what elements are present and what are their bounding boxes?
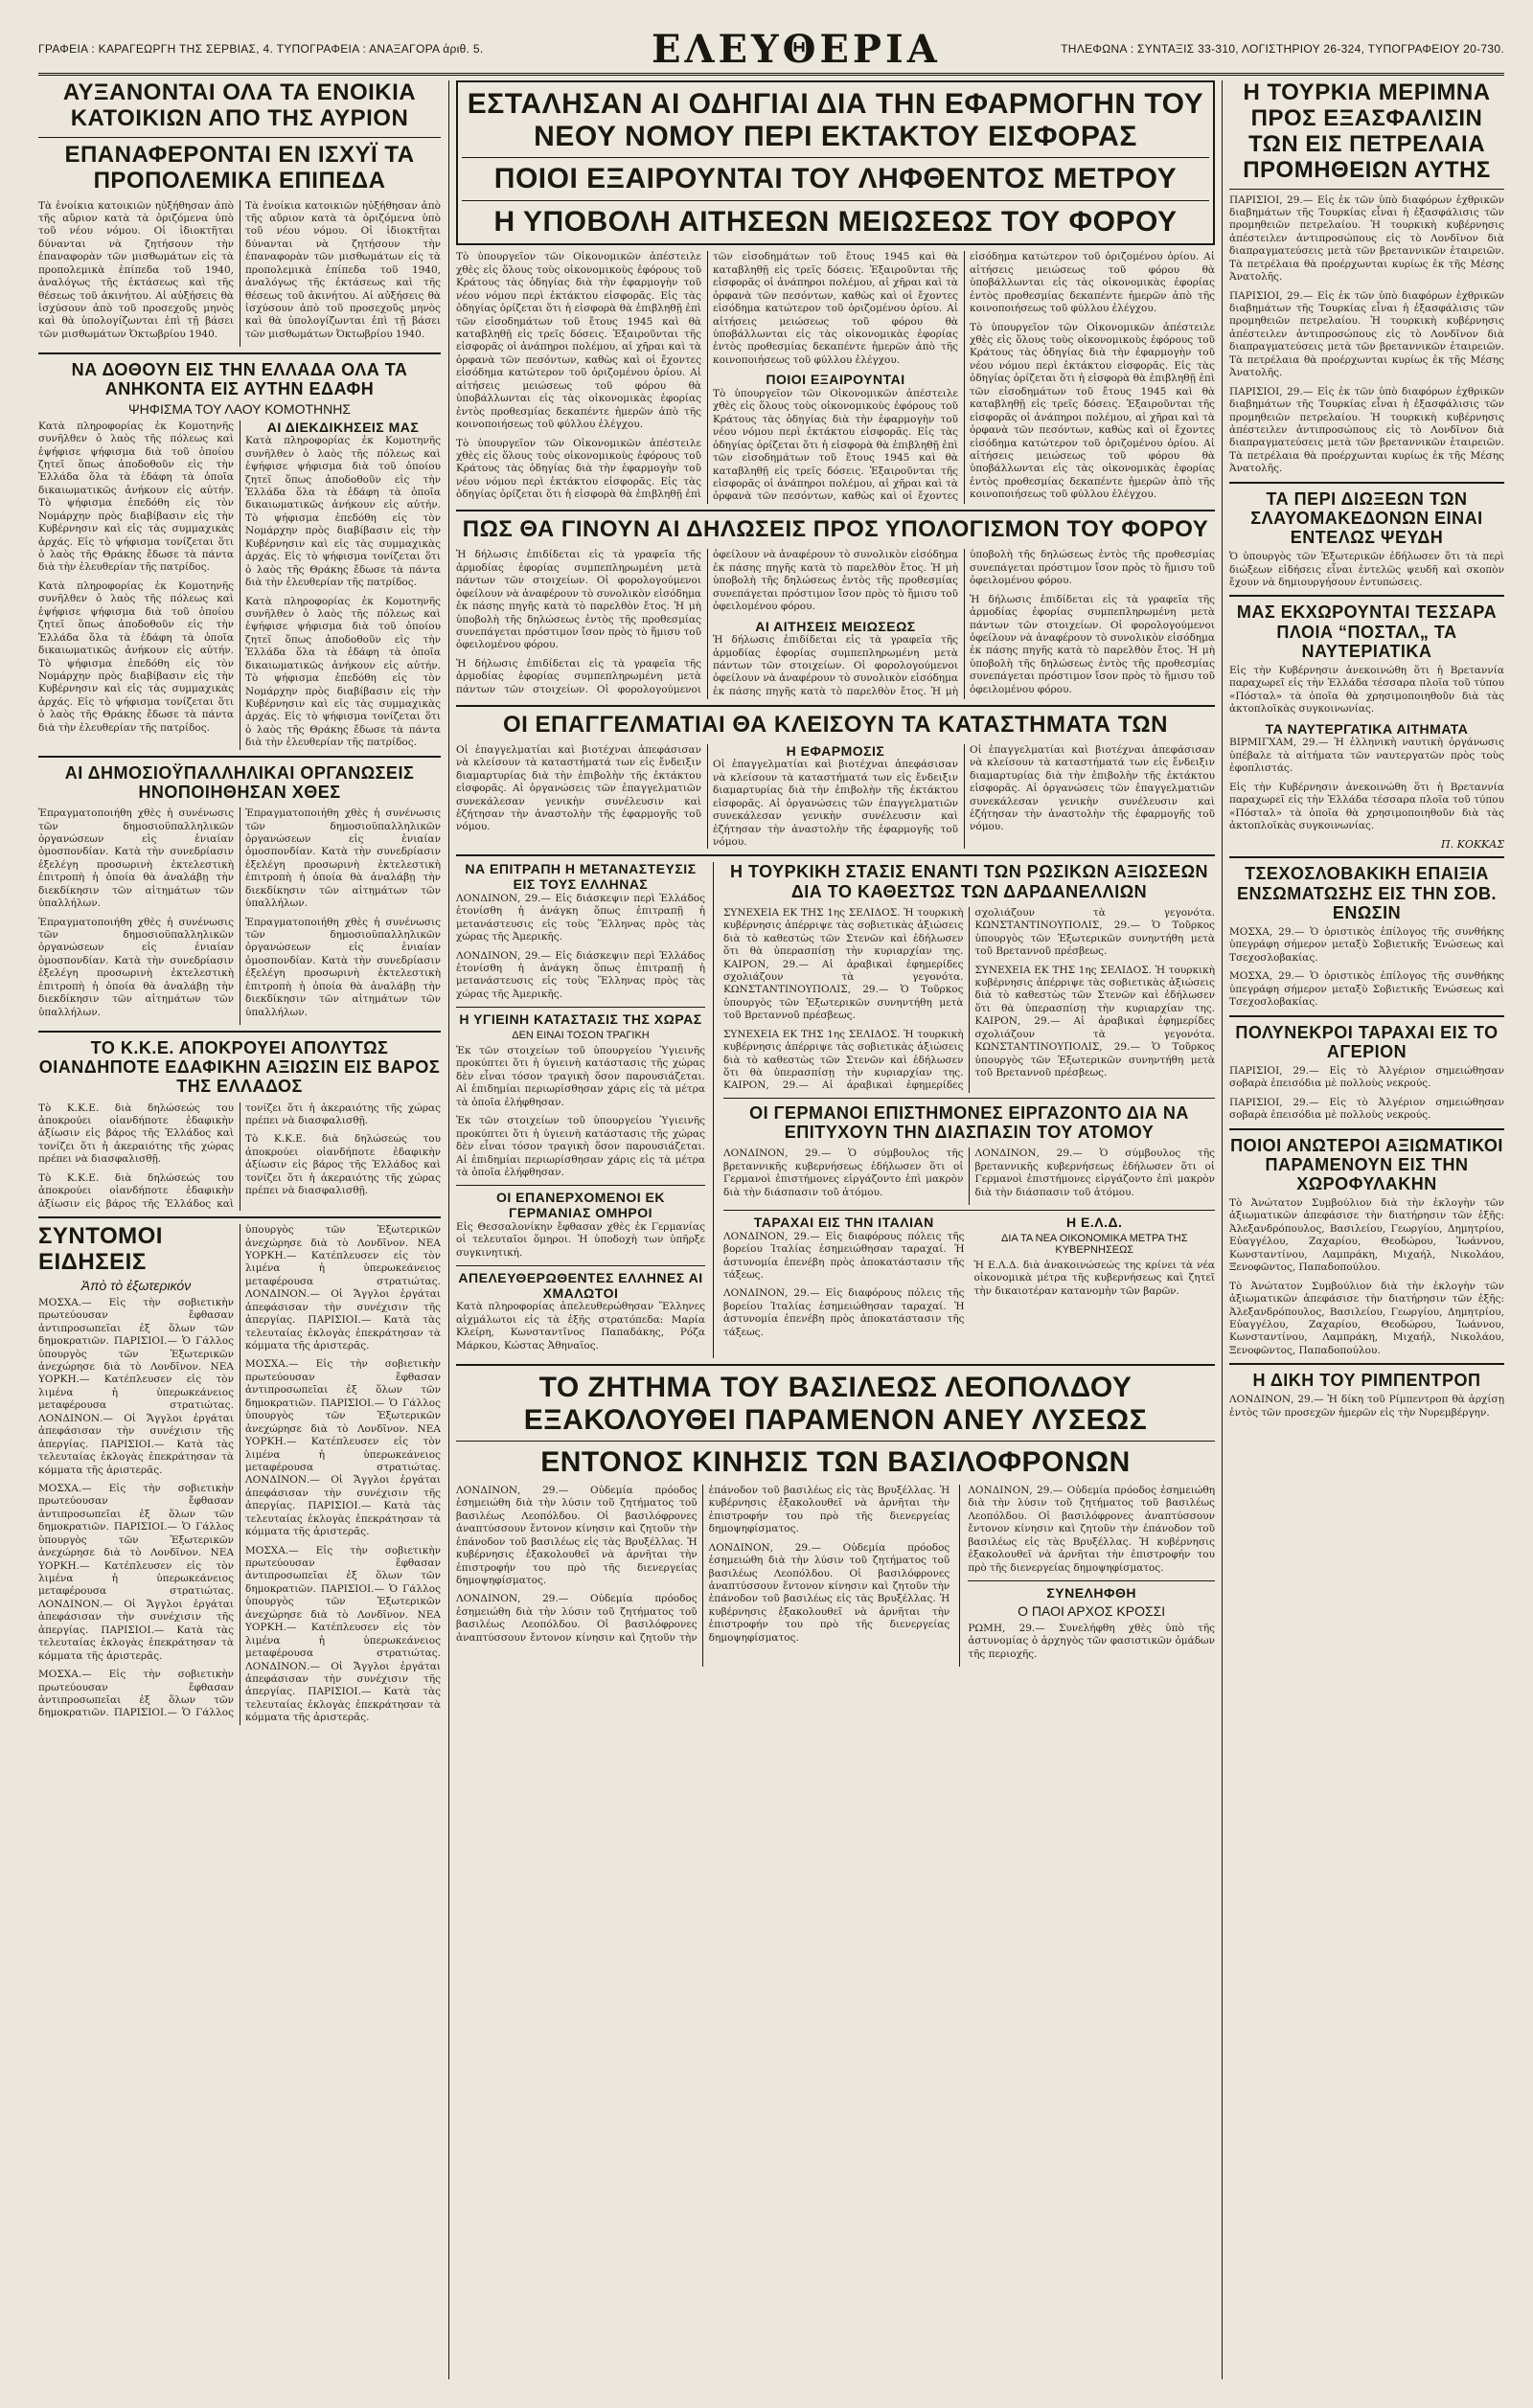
paragraph: ΜΟΣΧΑ.— Εἰς τὴν σοβιετικὴν πρωτεύουσαν ἔφθασαν ἀντιπροσωπεῖαι ἐξ ὅλων τῶν δημοκρατιῶν. ΠΑΡΙΣΙΟΙ.— Ὁ Γάλλος ὑπουργὸς τῶν Ἐξωτερικῶν ἀνεχώρησε διὰ τὸ Λονδῖνον. ΝΕΑ ΥΟΡΚΗ.— Κατέπλευσεν εἰς τὸν λιμένα ἡ ὑπερωκεάνειος μεταφέρουσα στρατιώτας. ΛΟΝΔΙΝΟΝ.— Οἱ Ἄγγλοι ἐργάται ἀπεφάσισαν τὴν συνέχισιν τῆς ἀπεργίας. ΠΑΡΙΣΙΟΙ.— Κατὰ τὰς τελευταίας ἐκλογὰς ἐπεκράτησαν τὰ κόμματα τῆς ἀριστερᾶς. [38,1296,234,1476]
paragraph: Τὸ Ἀνώτατον Συμβούλιον διὰ τὴν ἐκλογὴν τῶν ἀξιωματικῶν ἀπεφάσισε τὴν διατήρησιν τῶν ἐξῆς: Ἀλεξανδρόπουλος, Βασιλείου, Γεωργίου, Δημητρίου, Εὐαγγέλου, Ζαχαρίου, Θεοδώρου, Ἰωάννου, Κωνσταντίνου, Λαμπράκη, Μιχαήλ, Νικολάου, Ξενοφῶντος, Παπαδοπούλου. [1229,1197,1504,1274]
paragraph: ΠΑΡΙΣΙΟΙ, 29.— Εἰς ἐκ τῶν ὑπὸ διαφόρων ἐχθρικῶν διαβημάτων τῆς Τουρκίας εἶναι ἡ ἐξασφάλισις τῶν προμηθειῶν πετρελαίου. Ἡ τουρκικὴ κυβέρνησις ἀπέστειλεν ἀντιπροσώπους εἰς τὸ Λονδῖνον διὰ διαπραγματεύσεις μετὰ τῶν βρεταννικῶν ἑταιρειῶν. Τὰ πετρέλαια θὰ προέρχωνται κυρίως ἐκ τῆς Μέσης Ἀνατολῆς. [1229,289,1504,379]
paragraph: Τὸ ὑπουργεῖον τῶν Οἰκονομικῶν ἀπέστειλε χθὲς εἰς ὅλους τοὺς οἰκονομικοὺς ἐφόρους τοῦ Κράτους τὰς ὁδηγίας διὰ τὴν ἐφαρμογὴν τοῦ νέου νόμου περὶ ἐκτάκτου εἰσφορᾶς. Εἰς τὰς ὁδηγίας ὁρίζεται ὅτι ἡ εἰσφορὰ θὰ ἐπιβληθῇ ἐπὶ τῶν εἰσοδημάτων τοῦ ἔτους 1945 καὶ θὰ καταβληθῇ εἰς τρεῖς δόσεις. Ἐξαιροῦνται τῆς εἰσφορᾶς οἱ ἀνάπηροι πολέμου, αἱ χῆραι καὶ τὰ ὀρφανὰ τῶν πεσόντων, καθὼς καὶ οἱ ἔχοντες εἰσόδημα κατώτερον τοῦ ὁριζομένου ὁρίου. Αἱ αἰτήσεις μειώσεως τοῦ φόρου θὰ ὑποβάλλωνται εἰς τὰς οἰκονομικὰς ἐφορίας ἐντὸς προθεσμίας δεκαπέντε ἡμερῶν ἀπὸ τῆς κοινοποιήσεως τοῦ φύλλου ἐλέγχου. [970,321,1215,501]
headline: ΠΟΛΥΝΕΚΡΟΙ ΤΑΡΑΧΑΙ ΕΙΣ ΤΟ ΑΓΕΡΙΟΝ [1235,1022,1499,1061]
paragraph: ΠΑΡΙΣΙΟΙ, 29.— Εἰς ἐκ τῶν ὑπὸ διαφόρων ἐχθρικῶν διαβημάτων τῆς Τουρκίας εἶναι ἡ ἐξασφάλισις τῶν προμηθειῶν πετρελαίου. Ἡ τουρκικὴ κυβέρνησις ἀπέστειλεν ἀντιπροσώπους εἰς τὸ Λονδῖνον διὰ διαπραγματεύσεις μετὰ τῶν βρεταννικῶν ἑταιρειῶν. Τὰ πετρέλαια θὰ προέρχωνται κυρίως ἐκ τῆς Μέσης Ἀνατολῆς. [1229,385,1504,475]
paragraph: ΠΑΡΙΣΙΟΙ, 29.— Εἰς τὸ Ἀλγέριον σημειώθησαν σοβαρὰ ἐπεισόδια μὲ πολλοὺς νεκρούς. [1229,1096,1504,1122]
headline: ΟΙ ΕΠΑΝΕΡΧΟΜΕΝΟΙ ΕΚ ΓΕΡΜΑΝΙΑΣ ΟΜΗΡΟΙ [496,1190,665,1221]
divider [456,1007,705,1008]
banner-headline: ΠΟΙΟΙ ΕΞΑΙΡΟΥΝΤΑΙ ΤΟΥ ΛΗΦΘΕΝΤΟΣ ΜΕΤΡΟΥ [493,163,1178,195]
tax-article-body [456,251,1215,504]
paragraph: Κατὰ πληροφορίας ἐκ Κομοτηνῆς συνῆλθεν ὁ λαὸς τῆς πόλεως καὶ ἐψήφισε ψήφισμα διὰ τοῦ ὁποίου ζητεῖ ὅπως ἀποδοθοῦν εἰς τὴν Ἑλλάδα ὅλα τὰ ἐδάφη τὰ ὁποῖα δικαιωματικῶς ἀνήκουν εἰς αὐτήν. Τὸ ψήφισμα ἐπεδόθη εἰς τὸν Νομάρχην πρὸς διαβίβασιν εἰς τὴν Κυβέρνησιν καὶ εἰς τὰς συμμαχικὰς ἀρχάς. Εἰς τὸ ψήφισμα τονίζεται ὅτι ὁ λαὸς τῆς Θράκης ἔδωσε τὰ πάντα διὰ τὴν ἐλευθερίαν τῆς πατρίδος. [245,595,441,749]
paragraph: ΛΟΝΔΙΝΟΝ, 29.— Εἰς διάσκεψιν περὶ Ἑλλάδος ἐτονίσθη ἡ ἀνάγκη ὅπως ἐπιτραπῇ ἡ μετανάστευσις εἰς τοὺς Ἕλληνας πρὸς τὰς χώρας τῆς Ἀμερικῆς. [456,892,705,943]
paragraph: Ἐκ τῶν στοιχείων τοῦ ὑπουργείου Ὑγιεινῆς προκύπτει ὅτι ἡ ὑγιεινὴ κατάστασις τῆς χώρας δὲν εἶναι τόσον τραγικὴ ὅσον παρουσιάζεται. Αἱ ἐπιδημίαι περιωρίσθησαν χάρις εἰς τὰ μέτρα τὰ ὁποῖα ἐλήφθησαν. [456,1045,705,1108]
headline: ΟΙ ΓΕΡΜΑΝΟΙ ΕΠΙΣΤΗΜΟΝΕΣ ΕΙΡΓΑΖΟΝΤΟ ΔΙΑ ΝΑ ΕΠΙΤΥΧΟΥΝ ΤΗΝ ΔΙΑΣΠΑΣΙΝ ΤΟΥ ΑΤΟΜΟΥ [749,1102,1189,1143]
divider [38,1031,441,1033]
center-section [456,80,1215,2379]
subheadline: ΔΙΑ ΤΑ ΝΕΑ ΟΙΚΟΝΟΜΙΚΑ ΜΕΤΡΑ ΤΗΣ ΚΥΒΕΡΝΗΣΕΩΣ [1000,1232,1188,1256]
section-subhead: Η ΕΦΑΡΜΟΣΙΣ [786,742,885,759]
divider [38,352,441,354]
subheadline: ΕΠΑΝΑΦΕΡΟΝΤΑΙ ΕΝ ΙΣΧΥΪ ΤΑ ΠΡΟΠΟΛΕΜΙΚΑ ΕΠΙΠΕΔΑ [64,141,415,193]
paragraph: Τὸ Κ.Κ.Ε. διὰ δηλώσεώς του ἀποκρούει οἱανδήποτε ἐδαφικὴν ἀξίωσιν εἰς βάρος τῆς Ἑλλάδος καὶ τονίζει ὅτι ἡ ἀκεραιότης τῆς χώρας πρέπει νὰ διασφαλισθῇ. [245,1133,441,1197]
section-subhead: ΤΑ ΝΑΥΤΕΡΓΑΤΙΚΑ ΑΙΤΗΜΑΤΑ [1265,720,1469,737]
column-rule [448,80,449,2379]
article-body [456,1485,950,1667]
paragraph: Τὰ ἐνοίκια κατοικιῶν ηὐξήθησαν ἀπὸ τῆς αὔριον κατὰ τὰ ὁριζόμενα ὑπὸ τοῦ νέου νόμου. Οἱ ἰδιοκτῆται δύνανται νὰ ζητήσουν τὴν ἐπαναφορὰν τῶν μισθωμάτων εἰς τὰ προπολεμικὰ ἐπίπεδα τοῦ 1940, ἀναλόγως τῆς ἐκτάσεως καὶ τῆς θέσεως τοῦ ἀκινήτου. Αἱ αὐξήσεις θὰ ἰσχύσουν ἀπὸ τοῦ προσεχοῦς μηνὸς καὶ θὰ ὑπολογίζωνται ἐπὶ τῇ βάσει τῶν μισθωμάτων Ὀκτωβρίου 1940. [245,199,441,340]
divider [1229,1128,1504,1130]
paragraph: Ἡ δήλωσις ἐπιδίδεται εἰς τὰ γραφεῖα τῆς ἁρμοδίας ἐφορίας συμπεπληρωμένη μετὰ πάντων τῶν στοιχείων. Οἱ φορολογούμενοι ὀφείλουν νὰ ἀναφέρουν τὸ συνολικὸν εἰσόδημα ἐκ πάσης πηγῆς κατὰ τὸ παρελθὸν ἔτος. Ἡ μὴ ὑποβολὴ τῆς δηλώσεως ἐντὸς τῆς προθεσμίας συνεπάγεται πρόστιμον ἴσον πρὸς τὸ ἥμισυ τοῦ ὀφειλομένου φόρου. [456,549,958,695]
article-body [38,1102,441,1212]
headline: Η ΔΙΚΗ ΤΟΥ ΡΙΜΠΕΝΤΡΟΠ [1252,1371,1481,1391]
divider [38,1216,441,1218]
masthead-phones: ΤΗΛΕΦΩΝΑ : ΣΥΝΤΑΞΙΣ 33-310, ΛΟΓΙΣΤΗΡΙΟΥ 26-324, ΤΥΠΟΓΡΑΦΕΙΟΥ 20-730. [1061,42,1504,56]
paragraph: ΜΟΣΧΑ, 29.— Ὁ ὁριστικὸς ἐπίλογος τῆς συνθήκης ὑπεγράφη σήμερον μεταξὺ Σοβιετικῆς Ἑνώσεως καὶ Τσεχοσλοβακίας. [1229,970,1504,1009]
paragraph: Οἱ ἐπαγγελματίαι καὶ βιοτέχναι ἀπεφάσισαν νὰ κλείσουν τὰ καταστήματά των εἰς ἔνδειξιν διαμαρτυρίας διὰ τὴν ἐπιβολὴν τῆς ἐκτάκτου εἰσφορᾶς. Αἱ ὀργανώσεις τῶν ἐπαγγελματιῶν συνεκάλεσαν γενικὴν συνέλευσιν καὶ ἐζήτησαν τὴν ἀναστολὴν τῆς ἐφαρμογῆς τοῦ νόμου. [970,743,1215,833]
headline: ΣΥΝΕΛΗΦΘΗ [1046,1584,1136,1601]
paragraph: Ἐκ τῶν στοιχείων τοῦ ὑπουργείου Ὑγιεινῆς προκύπτει ὅτι ἡ ὑγιεινὴ κατάστασις τῆς χώρας δὲν εἶναι τόσον τραγικὴ ὅσον παρουσιάζεται. Αἱ ἐπιδημίαι περιωρίσθησαν χάρις εἰς τὰ μέτρα τὰ ὁποῖα ἐλήφθησαν. [456,1115,705,1178]
lower-center-right [723,862,1215,1358]
paragraph: ΛΟΝΔΙΝΟΝ, 29.— Οὐδεμία πρόοδος ἐσημειώθη διὰ τὴν λύσιν τοῦ ζητήματος τοῦ βασιλέως Λεοπόλδου. Οἱ βασιλόφρονες ἀναπτύσσουν ἔντονον κίνησιν καὶ ζητοῦν τὴν ἐπάνοδον τοῦ βασιλέως εἰς τὰς Βρυξέλλας. Ἡ κυβέρνησις ἐξακολουθεῖ νὰ ἀρνῆται τὴν ἐπιστροφήν του πρὸ τῆς διενεργείας δημοψηφίσματος. [708,1541,950,1644]
paragraph: Εἰς τὴν Κυβέρνησιν ἀνεκοινώθη ὅτι ἡ Βρεταννία παραχωρεῖ εἰς τὴν Ἑλλάδα τέσσαρα πλοῖα τοῦ τύπου «Πόσταλ» τὰ ὁποῖα θὰ χρησιμοποιηθοῦν διὰ τὰς ἀκτοπλοϊκὰς συγκοινωνίας. [1229,781,1504,831]
paragraph: ΒΙΡΜΙΓΧΑΜ, 29.— Ἡ ἑλληνικὴ ναυτικὴ ὀργάνωσις ὑπέβαλε τὰ αἰτήματα τῶν ναυτεργατῶν πρὸς τοὺς ἐφοπλιστάς. [1229,737,1504,775]
headline: ΠΟΙΟΙ ΑΝΩΤΕΡΟΙ ΑΞΙΩΜΑΤΙΚΟΙ ΠΑΡΑΜΕΝΟΥΝ ΕΙΣ ΤΗΝ ΧΩΡΟΦΥΛΑΚΗΝ [1230,1135,1503,1193]
paragraph: ΛΟΝΔΙΝΟΝ, 29.— Εἰς διαφόρους πόλεις τῆς βορείου Ἰταλίας ἐσημειώθησαν ταραχαί. Ἡ ἀστυνομία ἐπενέβη πρὸς ἀποκατάστασιν τῆς τάξεως. [723,1287,965,1338]
paragraph: ΜΟΣΧΑ.— Εἰς τὴν σοβιετικὴν πρωτεύουσαν ἔφθασαν ἀντιπροσωπεῖαι ἐξ ὅλων τῶν δημοκρατιῶν. ΠΑΡΙΣΙΟΙ.— Ὁ Γάλλος ὑπουργὸς τῶν Ἐξωτερικῶν ἀνεχώρησε διὰ τὸ Λονδῖνον. ΝΕΑ ΥΟΡΚΗ.— Κατέπλευσεν εἰς τὸν λιμένα ἡ ὑπερωκεάνειος μεταφέρουσα στρατιώτας. ΛΟΝΔΙΝΟΝ.— Οἱ Ἄγγλοι ἐργάται ἀπεφάσισαν τὴν συνέχισιν τῆς ἀπεργίας. ΠΑΡΙΣΙΟΙ.— Κατὰ τὰς τελευταίας ἐκλογὰς ἐπεκράτησαν τὰ κόμματα τῆς ἀριστερᾶς. [38,1224,441,1719]
divider [1229,856,1504,858]
paragraph: ΛΟΝΔΙΝΟΝ, 29.— Οὐδεμία πρόοδος ἐσημειώθη διὰ τὴν λύσιν τοῦ ζητήματος τοῦ βασιλέως Λεοπόλδου. Οἱ βασιλόφρονες ἀναπτύσσουν ἔντονον κίνησιν καὶ ζητοῦν τὴν ἐπάνοδον τοῦ βασιλέως εἰς τὰς Βρυξέλλας. Ἡ κυβέρνησις ἐξακολουθεῖ νὰ ἀρνῆται τὴν ἐπιστροφήν του πρὸ τῆς διενεργείας δημοψηφίσματος. [456,1484,698,1586]
divider [456,1441,1215,1442]
article-arrest [959,1485,1215,1667]
headline: Η ΤΟΥΡΚΙΑ ΜΕΡΙΜΝΑ ΠΡΟΣ ΕΞΑΣΦΑΛΙΣΙΝ ΤΩΝ ΕΙΣ ΠΕΤΡΕΛΑΙΑ ΠΡΟΜΗΘΕΙΩΝ ΑΥΤΗΣ [1243,80,1491,183]
paragraph: ΜΟΣΧΑ, 29.— Ὁ ὁριστικὸς ἐπίλογος τῆς συνθήκης ὑπεγράφη σήμερον μεταξὺ Σοβιετικῆς Ἑνώσεως καὶ Τσεχοσλοβακίας. [1229,925,1504,964]
divider [1229,189,1504,190]
paragraph: Τὸ Κ.Κ.Ε. διὰ δηλώσεώς του ἀποκρούει οἱανδήποτε ἐδαφικὴν ἀξίωσιν εἰς βάρος τῆς Ἑλλάδος καὶ τονίζει ὅτι ἡ ἀκεραιότης τῆς χώρας πρέπει νὰ διασφαλισθῇ. [38,1102,441,1210]
lower-center [456,862,1215,1358]
masthead [38,29,1504,76]
headline: ΠΩΣ ΘΑ ΓΙΝΟΥΝ ΑΙ ΔΗΛΩΣΕΙΣ ΠΡΟΣ ΥΠΟΛΟΓΙΣΜΟΝ ΤΟΥ ΦΟΡΟΥ [462,516,1209,543]
paragraph: Κατὰ πληροφορίας ἐκ Κομοτηνῆς συνῆλθεν ὁ λαὸς τῆς πόλεως καὶ ἐψήφισε ψήφισμα διὰ τοῦ ὁποίου ζητεῖ ὅπως ἀποδοθοῦν εἰς τὴν Ἑλλάδα ὅλα τὰ ἐδάφη τὰ ὁποῖα δικαιωματικῶς ἀνήκουν εἰς αὐτήν. Τὸ ψήφισμα ἐπεδόθη εἰς τὸν Νομάρχην πρὸς διαβίβασιν εἰς τὴν Κυβέρνησιν καὶ εἰς τὰς συμμαχικὰς ἀρχάς. Εἰς τὸ ψήφισμα τονίζεται ὅτι ὁ λαὸς τῆς Θράκης ἔδωσε τὰ πάντα διὰ τὴν ἐλευθερίαν τῆς πατρίδος. [38,420,234,574]
headline: ΤΟ ΖΗΤΗΜΑ ΤΟΥ ΒΑΣΙΛΕΩΣ ΛΕΟΠΟΛΔΟΥ ΕΞΑΚΟΛΟΥΘΕΙ ΠΑΡΑΜΕΝΟΝ ΑΝΕΥ ΛΥΣΕΩΣ [523,1372,1148,1436]
paragraph: Τὰ ἐνοίκια κατοικιῶν ηὐξήθησαν ἀπὸ τῆς αὔριον κατὰ τὰ ὁριζόμενα ὑπὸ τοῦ νέου νόμου. Οἱ ἰδιοκτῆται δύνανται νὰ ζητήσουν τὴν ἐπαναφορὰν τῶν μισθωμάτων εἰς τὰ προπολεμικὰ ἐπίπεδα τοῦ 1940, ἀναλόγως τῆς ἐκτάσεως καὶ τῆς θέσεως τοῦ ἀκινήτου. Αἱ αὐξήσεις θὰ ἰσχύσουν ἀπὸ τοῦ προσεχοῦς μηνὸς καὶ θὰ ὑπολογίζωνται ἐπὶ τῇ βάσει τῶν μισθωμάτων Ὀκτωβρίου 1940. [38,199,234,340]
divider [723,1210,1215,1211]
paragraph: Ἐπραγματοποιήθη χθὲς ἡ συνένωσις τῶν δημοσιοϋπαλληλικῶν ὀργανώσεων εἰς ἑνιαίαν ὁμοσπονδίαν. Κατὰ τὴν συνεδρίασιν ἐξελέγη προσωρινὴ ἐκτελεστικὴ ἐπιτροπὴ ἡ ὁποία θὰ ἀναλάβῃ τὴν διεκδίκησιν τῶν αἰτημάτων τῶν ὑπαλλήλων. [245,916,441,1018]
paragraph: Οἱ ἐπαγγελματίαι καὶ βιοτέχναι ἀπεφάσισαν νὰ κλείσουν τὰ καταστήματά των εἰς ἔνδειξιν διαμαρτυρίας διὰ τὴν ἐπιβολὴν τῆς ἐκτάκτου εἰσφορᾶς. Αἱ ὀργανώσεις τῶν ἐπαγγελματιῶν συνεκάλεσαν γενικὴν συνέλευσιν καὶ ἐζήτησαν τὴν ἀναστολὴν τῆς ἐφαρμογῆς τοῦ νόμου. [713,759,958,849]
italy-ela-row [723,1215,1215,1345]
left-column [38,80,441,2379]
paragraph: Ἡ Ε.Λ.Δ. διὰ ἀνακοινώσεώς της κρίνει τὰ νέα οἰκονομικὰ μέτρα τῆς κυβερνήσεως καὶ ζητεῖ τὴν δικαιοτέραν κατανομὴν τῶν βαρῶν. [973,1259,1215,1297]
article-italy [723,1215,965,1345]
article-body [38,1224,441,1725]
paragraph: Τὸ Κ.Κ.Ε. διὰ δηλώσεώς του ἀποκρούει οἱανδήποτε ἐδαφικὴν ἀξίωσιν εἰς βάρος τῆς Ἑλλάδος καὶ τονίζει ὅτι ἡ ἀκεραιότης τῆς χώρας πρέπει νὰ διασφαλισθῇ. [38,1102,234,1166]
divider [38,756,441,758]
subheadline: ΔΕΝ ΕΙΝΑΙ ΤΟΣΟΝ ΤΡΑΓΙΚΗ [512,1030,650,1041]
subheadline: Ἀπὸ τὸ ἐξωτερικόν [80,1277,192,1293]
paragraph: Ἡ δήλωσις ἐπιδίδεται εἰς τὰ γραφεῖα τῆς ἁρμοδίας ἐφορίας συμπεπληρωμένη μετὰ πάντων τῶν στοιχείων. Οἱ φορολογούμενοι ὀφείλουν νὰ ἀναφέρουν τὸ συνολικὸν εἰσόδημα ἐκ πάσης πηγῆς κατὰ τὸ παρελθὸν ἔτος. Ἡ μὴ ὑποβολὴ τῆς δηλώσεως ἐντὸς τῆς προθεσμίας συνεπάγεται πρόστιμον ἴσον πρὸς τὸ ἥμισυ τοῦ ὀφειλομένου φόρου. [970,593,1215,695]
article-rents [38,80,441,347]
divider [462,157,1209,158]
divider [462,200,1209,201]
banner-headline: Η ΥΠΟΒΟΛΗ ΑΙΤΗΣΕΩΝ ΜΕΙΩΣΕΩΣ ΤΟΥ ΦΟΡΟΥ [493,205,1178,238]
merchants-article-body [456,744,1215,850]
paragraph: ΡΩΜΗ, 29.— Συνελήφθη χθὲς ὑπὸ τῆς ἀστυνομίας ὁ ἀρχηγὸς τῶν φασιστικῶν ὁμάδων τῆς περιοχῆς. [968,1622,1215,1660]
divider [1229,482,1504,484]
headline: ΤΑ ΠΕΡΙ ΔΙΩΞΕΩΝ ΤΩΝ ΣΛΑΥΟΜΑΚΕΔΟΝΩΝ ΕΙΝΑΙ ΕΝΤΕΛΩΣ ΨΕΥΔΗ [1250,488,1483,547]
paragraph: Τὸ ὑπουργεῖον τῶν Οἰκονομικῶν ἀπέστειλε χθὲς εἰς ὅλους τοὺς οἰκονομικοὺς ἐφόρους τοῦ Κράτους τὰς ὁδηγίας διὰ τὴν ἐφαρμογὴν τοῦ νέου νόμου περὶ ἐκτάκτου εἰσφορᾶς. Εἰς τὰς ὁδηγίας ὁρίζεται ὅτι ἡ εἰσφορὰ θὰ ἐπιβληθῇ ἐπὶ τῶν εἰσοδημάτων τοῦ ἔτους 1945 καὶ θὰ καταβληθῇ εἰς τρεῖς δόσεις. Ἐξαιροῦνται τῆς εἰσφορᾶς οἱ ἀνάπηροι πολέμου, αἱ χῆραι καὶ τὰ ὀρφανὰ τῶν πεσόντων, καθὼς καὶ οἱ ἔχοντες εἰσόδημα κατώτερον τοῦ ὁριζομένου ὁρίου. Αἱ αἰτήσεις μειώσεως τοῦ φόρου θὰ ὑποβάλλωνται εἰς τὰς οἰκονομικὰς ἐφορίας ἐντὸς προθεσμίας δεκαπέντε ἡμερῶν ἀπὸ τῆς κοινοποιήσεως τοῦ φύλλου ἐλέγχου. [713,251,1215,503]
paragraph: ΠΑΡΙΣΙΟΙ, 29.— Εἰς ἐκ τῶν ὑπὸ διαφόρων ἐχθρικῶν διαβημάτων τῆς Τουρκίας εἶναι ἡ ἐξασφάλισις τῶν προμηθειῶν πετρελαίου. Ἡ τουρκικὴ κυβέρνησις ἀπέστειλεν ἀντιπροσώπους εἰς τὸ Λονδῖνον διὰ διαπραγματεύσεις μετὰ τῶν βρεταννικῶν ἑταιρειῶν. Τὰ πετρέλαια θὰ προέρχωνται κυρίως ἐκ τῆς Μέσης Ἀνατολῆς. [1229,193,1504,284]
leopold-row [456,1485,1215,1667]
paragraph: Ἡ δήλωσις ἐπιδίδεται εἰς τὰ γραφεῖα τῆς ἁρμοδίας ἐφορίας συμπεπληρωμένη μετὰ πάντων τῶν στοιχείων. Οἱ φορολογούμενοι ὀφείλουν νὰ ἀναφέρουν τὸ συνολικὸν εἰσόδημα ἐκ πάσης πηγῆς κατὰ τὸ παρελθὸν ἔτος. Ἡ μὴ ὑποβολὴ τῆς δηλώσεως ἐντὸς τῆς προθεσμίας συνεπάγεται πρόστιμον ἴσον πρὸς τὸ ἥμισυ τοῦ ὀφειλομένου φόρου. [456,549,701,651]
article-short-news [38,1224,441,1725]
headline: ΣΥΝΤΟΜΟΙ ΕΙΔΗΣΕΙΣ [38,1223,163,1275]
divider [1229,1015,1504,1017]
paragraph: Ἐπραγματοποιήθη χθὲς ἡ συνένωσις τῶν δημοσιοϋπαλληλικῶν ὀργανώσεων εἰς ἑνιαίαν ὁμοσπονδίαν. Κατὰ τὴν συνεδρίασιν ἐξελέγη προσωρινὴ ἐκτελεστικὴ ἐπιτροπὴ ἡ ὁποία θὰ ἀναλάβῃ τὴν διεκδίκησιν τῶν αἰτημάτων τῶν ὑπαλλήλων. [38,807,234,910]
headline: Η ΥΓΙΕΙΝΗ ΚΑΤΑΣΤΑΣΙΣ ΤΗΣ ΧΩΡΑΣ [459,1011,702,1028]
article-body [723,1147,1215,1205]
article-ela [974,1215,1216,1345]
divider [456,510,1215,511]
divider [456,705,1215,707]
paragraph: Ἐπραγματοποιήθη χθὲς ἡ συνένωσις τῶν δημοσιοϋπαλληλικῶν ὀργανώσεων εἰς ἑνιαίαν ὁμοσπονδίαν. Κατὰ τὴν συνεδρίασιν ἐξελέγη προσωρινὴ ἐκτελεστικὴ ἐπιτροπὴ ἡ ὁποία θὰ ἀναλάβῃ τὴν διεκδίκησιν τῶν αἰτημάτων τῶν ὑπαλλήλων. [38,916,234,1018]
banner-headline: ΕΣΤΑΛΗΣΑΝ ΑΙ ΟΔΗΓΙΑΙ ΔΙΑ ΤΗΝ ΕΦΑΡΜΟΓΗΝ ΤΟΥ ΝΕΟΥ ΝΟΜΟΥ ΠΕΡΙ ΕΚΤΑΚΤΟΥ ΕΙΣΦΟΡΑΣ [467,88,1204,152]
paragraph: Τὸ Ἀνώτατον Συμβούλιον διὰ τὴν ἐκλογὴν τῶν ἀξιωματικῶν ἀπεφάσισε τὴν διατήρησιν τῶν ἐξῆς: Ἀλεξανδρόπουλος, Βασιλείου, Γεωργίου, Δημητρίου, Εὐαγγέλου, Ζαχαρίου, Θεοδώρου, Ἰωάννου, Κωνσταντίνου, Λαμπράκη, Μιχαήλ, Νικολάου, Ξενοφῶντος, Παπαδοπούλου. [1229,1280,1504,1356]
headline: Η ΤΟΥΡΚΙΚΗ ΣΤΑΣΙΣ ΕΝΑΝΤΙ ΤΩΝ ΡΩΣΙΚΩΝ ΑΞΙΩΣΕΩΝ ΔΙΑ ΤΟ ΚΑΘΕΣΤΩΣ ΤΩΝ ΔΑΡΔΑΝΕΛΛΙΩΝ [729,862,1209,901]
paragraph: Εἰς Θεσσαλονίκην ἔφθασαν χθὲς ἐκ Γερμανίας οἱ τελευταῖοι ὅμηροι. Ἡ ὑποδοχὴ των ὑπῆρξε συγκινητική. [456,1220,705,1259]
divider [456,1185,705,1186]
headline: ΑΠΕΛΕΥΘΕΡΩΘΕΝΤΕΣ ΕΛΛΗΝΕΣ ΑΙ ΧΜΑΛΩΤΟΙ [458,1270,703,1301]
paragraph: ΜΟΣΧΑ.— Εἰς τὴν σοβιετικὴν πρωτεύουσαν ἔφθασαν ἀντιπροσωπεῖαι ἐξ ὅλων τῶν δημοκρατιῶν. ΠΑΡΙΣΙΟΙ.— Ὁ Γάλλος ὑπουργὸς τῶν Ἐξωτερικῶν ἀνεχώρησε διὰ τὸ Λονδῖνον. ΝΕΑ ΥΟΡΚΗ.— Κατέπλευσεν εἰς τὸν λιμένα ἡ ὑπερωκεάνειος μεταφέρουσα στρατιώτας. ΛΟΝΔΙΝΟΝ.— Οἱ Ἄγγλοι ἐργάται ἀπεφάσισαν τὴν συνέχισιν τῆς ἀπεργίας. ΠΑΡΙΣΙΟΙ.— Κατὰ τὰς τελευταίας ἐκλογὰς ἐπεκράτησαν τὰ κόμματα τῆς ἀριστερᾶς. [245,1358,441,1538]
paragraph: Οἱ ἐπαγγελματίαι καὶ βιοτέχναι ἀπεφάσισαν νὰ κλείσουν τὰ καταστήματά των εἰς ἔνδειξιν διαμαρτυρίας διὰ τὴν ἐπιβολὴν τῆς ἐκτάκτου εἰσφορᾶς. Αἱ ὀργανώσεις τῶν ἐπαγγελματιῶν συνεκάλεσαν γενικὴν συνέλευσιν καὶ ἐζήτησαν τὴν ἀναστολὴν τῆς ἐφαρμογῆς τοῦ νόμου. [456,743,701,833]
headline: ΤΑΡΑΧΑΙ ΕΙΣ ΤΗΝ ΙΤΑΛΙΑΝ [753,1214,934,1230]
paragraph: ΣΥΝΕΧΕΙΑ ΕΚ ΤΗΣ 1ης ΣΕΛΙΔΟΣ. Ἡ τουρκικὴ κυβέρνησις ἀπέρριψε τὰς σοβιετικὰς ἀξιώσεις διὰ τὸ καθεστὼς τῶν Στενῶν καὶ ἐδήλωσεν ὅτι θὰ ὑπερασπίσῃ τὴν κυριαρχίαν της. ΚΑΙΡΟΝ, 29.— Αἱ ἀραβικαὶ ἐφημερίδες σχολιάζουν τὰ γεγονότα. ΚΩΝΣΤΑΝΤΙΝΟΥΠΟΛΙΣ, 29.— Ὁ Τοῦρκος ὑπουργὸς τῶν Ἐξωτερικῶν συνηντήθη μετὰ τοῦ Βρεταννοῦ πρέσβεως. [974,964,1215,1079]
section-subhead: ΑΙ ΑΙΤΗΣΕΙΣ ΜΕΙΩΣΕΩΣ [755,618,916,634]
paragraph: ΛΟΝΔΙΝΟΝ, 29.— Ὁ σύμβουλος τῆς βρεταννικῆς κυβερνήσεως ἐδήλωσεν ὅτι οἱ Γερμανοὶ ἐπιστήμονες εἰργάζοντο ἐπὶ μακρὸν διὰ τὴν διάσπασιν τοῦ ἀτόμου. [723,1147,964,1198]
article-body [38,420,441,750]
headline: ΤΟ Κ.Κ.Ε. ΑΠΟΚΡΟΥΕΙ ΑΠΟΛΥΤΩΣ ΟΙΑΝΔΗΠΟΤΕ ΕΔΑΦΙΚΗΝ ΑΞΙΩΣΙΝ ΕΙΣ ΒΑΡΟΣ ΤΗΣ ΕΛΛΑΔΟΣ [38,1038,441,1097]
byline: Π. ΚΟΚΚΑΣ [1441,838,1504,852]
paragraph: ΜΟΣΧΑ.— Εἰς τὴν σοβιετικὴν πρωτεύουσαν ἔφθασαν ἀντιπροσωπεῖαι ἐξ ὅλων τῶν δημοκρατιῶν. ΠΑΡΙΣΙΟΙ.— Ὁ Γάλλος ὑπουργὸς τῶν Ἐξωτερικῶν ἀνεχώρησε διὰ τὸ Λονδῖνον. ΝΕΑ ΥΟΡΚΗ.— Κατέπλευσεν εἰς τὸν λιμένα ἡ ὑπερωκεάνειος μεταφέρουσα στρατιώτας. ΛΟΝΔΙΝΟΝ.— Οἱ Ἄγγλοι ἐργάται ἀπεφάσισαν τὴν συνέχισιν τῆς ἀπεργίας. ΠΑΡΙΣΙΟΙ.— Κατὰ τὰς τελευταίας ἐκλογὰς ἐπεκράτησαν τὰ κόμματα τῆς ἀριστερᾶς. [38,1482,234,1662]
headline: ΑΙ ΔΗΜΟΣΙΟΫΠΑΛΛΗΛΙΚΑΙ ΟΡΓΑΝΩΣΕΙΣ ΗΝΟΠΟΙΗΘΗΣΑΝ ΧΘΕΣ [64,762,415,802]
article-territories [38,360,441,749]
paragraph: ΛΟΝΔΙΝΟΝ, 29.— Οὐδεμία πρόοδος ἐσημειώθη διὰ τὴν λύσιν τοῦ ζητήματος τοῦ βασιλέως Λεοπόλδου. Οἱ βασιλόφρονες ἀναπτύσσουν ἔντονον κίνησιν καὶ ζητοῦν τὴν ἐπάνοδον τοῦ βασιλέως εἰς τὰς Βρυξέλλας. Ἡ κυβέρνησις ἐξακολουθεῖ νὰ ἀρνῆται τὴν ἐπιστροφήν του πρὸ τῆς διενεργείας δημοψηφίσματος. [456,1484,950,1644]
article-kke [38,1038,441,1211]
lower-center-left [456,862,714,1358]
article-civil-servants [38,763,441,1025]
paragraph: ΜΟΣΧΑ.— Εἰς τὴν σοβιετικὴν πρωτεύουσαν ἔφθασαν ἀντιπροσωπεῖαι ἐξ ὅλων τῶν δημοκρατιῶν. ΠΑΡΙΣΙΟΙ.— Ὁ Γάλλος ὑπουργὸς τῶν Ἐξωτερικῶν ἀνεχώρησε διὰ τὸ Λονδῖνον. ΝΕΑ ΥΟΡΚΗ.— Κατέπλευσεν εἰς τὸν λιμένα ἡ ὑπερωκεάνειος μεταφέρουσα στρατιώτας. ΛΟΝΔΙΝΟΝ.— Οἱ Ἄγγλοι ἐργάται ἀπεφάσισαν τὴν συνέχισιν τῆς ἀπεργίας. ΠΑΡΙΣΙΟΙ.— Κατὰ τὰς τελευταίας ἐκλογὰς ἐπεκράτησαν τὰ κόμματα τῆς ἀριστερᾶς. [245,1544,441,1724]
headline: ΤΣΕΧΟΣΛΟΒΑΚΙΚΗ ΕΠΑΙΞΙΑ ΕΝΣΩΜΑΤΩΣΗΣ ΕΙΣ ΤΗΝ ΣΟΒ. ΕΝΩΣΙΝ [1236,864,1498,922]
divider [723,1098,1215,1099]
paragraph: ΛΟΝΔΙΝΟΝ, 29.— Ὁ σύμβουλος τῆς βρεταννικῆς κυβερνήσεως ἐδήλωσεν ὅτι οἱ Γερμανοὶ ἐπιστήμονες εἰργάζοντο ἐπὶ μακρὸν διὰ τὴν διάσπασιν τοῦ ἀτόμου. [974,1147,1215,1198]
divider [38,137,441,138]
paragraph: Ἐπραγματοποιήθη χθὲς ἡ συνένωσις τῶν δημοσιοϋπαλληλικῶν ὀργανώσεων εἰς ἑνιαίαν ὁμοσπονδίαν. Κατὰ τὴν συνεδρίασιν ἐξελέγη προσωρινὴ ἐκτελεστικὴ ἐπιτροπὴ ἡ ὁποία θὰ ἀναλάβῃ τὴν διεκδίκησιν τῶν αἰτημάτων τῶν ὑπαλλήλων. [245,807,441,910]
paragraph: ΛΟΝΔΙΝΟΝ, 29.— Ἡ δίκη τοῦ Ρίμπεντροπ θὰ ἀρχίσῃ ἐντὸς τῶν προσεχῶν ἡμερῶν εἰς τὴν Νυρεμβέργην. [1229,1394,1504,1419]
subheadline: ΨΗΦΙΣΜΑ ΤΟΥ ΛΑΟΥ ΚΟΜΟΤΗΝΗΣ [127,400,352,417]
divider [1229,595,1504,597]
paragraph: Ὁ ὑπουργὸς τῶν Ἐξωτερικῶν ἐδήλωσεν ὅτι τὰ περὶ διώξεων εἰδήσεις εἶναι ἐντελῶς ψευδῆ καὶ σκοπὸν ἔχουν νὰ δημιουργήσουν ἐντυπώσεις. [1229,551,1504,589]
headline: ΟΙ ΕΠΑΓΓΕΛΜΑΤΙΑΙ ΘΑ ΚΛΕΙΣΟΥΝ ΤΑ ΚΑΤΑΣΤΗΜΑΤΑ ΤΩΝ [503,711,1168,738]
headline: ΝΑ ΔΟΘΟΥΝ ΕΙΣ ΤΗΝ ΕΛΛΑΔΑ ΟΛΑ ΤΑ ΑΝΗΚΟΝΤΑ ΕΙΣ ΑΥΤΗΝ ΕΔΑΦΗ [71,360,408,399]
headline: ΜΑΣ ΕΚΧΩΡΟΥΝΤΑΙ ΤΕΣΣΑΡΑ ΠΛΟΙΑ “ΠΟΣΤΑΛ„ ΤΑ ΝΑΥΤΕΡΙΑΤΙΚΑ [1236,602,1498,661]
paragraph: Ἡ δήλωσις ἐπιδίδεται εἰς τὰ γραφεῖα τῆς ἁρμοδίας ἐφορίας συμπεπληρωμένη μετὰ πάντων τῶν στοιχείων. Οἱ φορολογούμενοι ὀφείλουν νὰ ἀναφέρουν τὸ συνολικὸν εἰσόδημα ἐκ πάσης πηγῆς κατὰ τὸ παρελθὸν ἔτος. Ἡ μὴ ὑποβολὴ τῆς δηλώσεως ἐντὸς τῆς προθεσμίας συνεπάγεται πρόστιμον ἴσον πρὸς τὸ ἥμισυ τοῦ ὀφειλομένου φόρου. [713,549,1215,697]
paragraph: Τὸ ὑπουργεῖον τῶν Οἰκονομικῶν ἀπέστειλε χθὲς εἰς ὅλους τοὺς οἰκονομικοὺς ἐφόρους τοῦ Κράτους τὰς ὁδηγίας διὰ τὴν ἐφαρμογὴν τοῦ νέου νόμου περὶ ἐκτάκτου εἰσφορᾶς. Εἰς τὰς ὁδηγίας ὁρίζεται ὅτι ἡ εἰσφορὰ θὰ ἐπιβληθῇ ἐπὶ τῶν εἰσοδημάτων τοῦ ἔτους 1945 καὶ θὰ καταβληθῇ εἰς τρεῖς δόσεις. Ἐξαιροῦνται τῆς εἰσφορᾶς οἱ ἀνάπηροι πολέμου, αἱ χῆραι καὶ τὰ ὀρφανὰ τῶν πεσόντων, καθὼς καὶ οἱ ἔχοντες εἰσόδημα κατώτερον τοῦ ὁριζομένου ὁρίου. Αἱ αἰτήσεις μειώσεως τοῦ φόρου θὰ ὑποβάλλωνται εἰς τὰς οἰκονομικὰς ἐφορίας ἐντὸς προθεσμίας δεκαπέντε ἡμερῶν ἀπὸ τῆς κοινοποιήσεως τοῦ φύλλου ἐλέγχου. [456,251,701,431]
article-body [723,907,1215,1093]
declarations-article-body [456,549,1215,699]
paragraph: Κατὰ πληροφορίας ἐκ Κομοτηνῆς συνῆλθεν ὁ λαὸς τῆς πόλεως καὶ ἐψήφισε ψήφισμα διὰ τοῦ ὁποίου ζητεῖ ὅπως ἀποδοθοῦν εἰς τὴν Ἑλλάδα ὅλα τὰ ἐδάφη τὰ ὁποῖα δικαιωματικῶς ἀνήκουν εἰς αὐτήν. Τὸ ψήφισμα ἐπεδόθη εἰς τὸν Νομάρχην πρὸς διαβίβασιν εἰς τὴν Κυβέρνησιν καὶ εἰς τὰς συμμαχικὰς ἀρχάς. Εἰς τὸ ψήφισμα τονίζεται ὅτι ὁ λαὸς τῆς Θράκης ἔδωσε τὰ πάντα διὰ τὴν ἐλευθερίαν τῆς πατρίδος. [38,579,234,734]
paragraph: ΛΟΝΔΙΝΟΝ, 29.— Οὐδεμία πρόοδος ἐσημειώθη διὰ τὴν λύσιν τοῦ ζητήματος τοῦ βασιλέως Λεοπόλδου. Οἱ βασιλόφρονες ἀναπτύσσουν ἔντονον κίνησιν καὶ ζητοῦν τὴν ἐπάνοδον τοῦ βασιλέως εἰς τὰς Βρυξέλλας. Ἡ κυβέρνησις ἐξακολουθεῖ νὰ ἀρνῆται τὴν ἐπιστροφήν του πρὸ τῆς διενεργείας δημοψηφίσματος. [968,1484,1215,1574]
paragraph: ΠΑΡΙΣΙΟΙ, 29.— Εἰς τὸ Ἀλγέριον σημειώθησαν σοβαρὰ ἐπεισόδια μὲ πολλοὺς νεκρούς. [1229,1064,1504,1090]
newspaper-title: ΕΛΕΥΘΕΡΙΑ [652,27,941,72]
subheadline: ΕΝΤΟΝΟΣ ΚΙΝΗΣΙΣ ΤΩΝ ΒΑΣΙΛΟΦΡΟΝΩΝ [540,1446,1131,1479]
banner-headlines [456,80,1215,245]
right-column [1229,80,1504,2379]
paragraph: ΛΟΝΔΙΝΟΝ, 29.— Εἰς διαφόρους πόλεις τῆς βορείου Ἰταλίας ἐσημειώθησαν ταραχαί. Ἡ ἀστυνομία ἐπενέβη πρὸς ἀποκατάστασιν τῆς τάξεως. [723,1230,965,1281]
divider [456,854,1215,856]
article-body [38,807,441,1025]
paragraph: Κατὰ πληροφορίας ἐκ Κομοτηνῆς συνῆλθεν ὁ λαὸς τῆς πόλεως καὶ ἐψήφισε ψήφισμα διὰ τοῦ ὁποίου ζητεῖ ὅπως ἀποδοθοῦν εἰς τὴν Ἑλλάδα ὅλα τὰ ἐδάφη τὰ ὁποῖα δικαιωματικῶς ἀνήκουν εἰς αὐτήν. Τὸ ψήφισμα ἐπεδόθη εἰς τὸν Νομάρχην πρὸς διαβίβασιν εἰς τὴν Κυβέρνησιν καὶ εἰς τὰς συμμαχικὰς ἀρχάς. Εἰς τὸ ψήφισμα τονίζεται ὅτι ὁ λαὸς τῆς Θράκης ἔδωσε τὰ πάντα διὰ τὴν ἐλευθερίαν τῆς πατρίδος. [245,435,441,589]
divider [456,1265,705,1266]
section-subhead: ΑΙ ΔΙΕΚΔΙΚΗΣΕΙΣ ΜΑΣ [266,419,420,435]
paragraph: ΣΥΝΕΧΕΙΑ ΕΚ ΤΗΣ 1ης ΣΕΛΙΔΟΣ. Ἡ τουρκικὴ κυβέρνησις ἀπέρριψε τὰς σοβιετικὰς ἀξιώσεις διὰ τὸ καθεστὼς τῶν Στενῶν καὶ ἐδήλωσεν ὅτι θὰ ὑπερασπίσῃ τὴν κυριαρχίαν της. ΚΑΙΡΟΝ, 29.— Αἱ ἀραβικαὶ ἐφημερίδες σχολιάζουν τὰ γεγονότα. ΚΩΝΣΤΑΝΤΙΝΟΥΠΟΛΙΣ, 29.— Ὁ Τοῦρκος ὑπουργὸς τῶν Ἐξωτερικῶν συνηντήθη μετὰ τοῦ Βρεταννοῦ πρέσβεως. [723,906,964,1022]
paragraph: ΛΟΝΔΙΝΟΝ, 29.— Εἰς διάσκεψιν περὶ Ἑλλάδος ἐτονίσθη ἡ ἀνάγκη ὅπως ἐπιτραπῇ ἡ μετανάστευσις εἰς τοὺς Ἕλληνας πρὸς τὰς χώρας τῆς Ἀμερικῆς. [456,949,705,1000]
masthead-address: ΓΡΑΦΕΙΑ : ΚΑΡΑΓΕΩΡΓΗ ΤΗΣ ΣΕΡΒΙΑΣ, 4. ΤΥΠΟΓΡΑΦΕΙΑ : ΑΝΑΞΑΓΟΡΑ ἀριθ. 5. [38,42,484,56]
column-rule [1222,80,1223,2379]
paragraph: Εἰς τὴν Κυβέρνησιν ἀνεκοινώθη ὅτι ἡ Βρεταννία παραχωρεῖ εἰς τὴν Ἑλλάδα τέσσαρα πλοῖα τοῦ τύπου «Πόσταλ» τὰ ὁποῖα θὰ χρησιμοποιηθοῦν διὰ τὰς ἀκτοπλοϊκὰς συγκοινωνίας. [1229,664,1504,716]
divider [1229,1363,1504,1365]
paragraph: ΣΥΝΕΧΕΙΑ ΕΚ ΤΗΣ 1ης ΣΕΛΙΔΟΣ. Ἡ τουρκικὴ κυβέρνησις ἀπέρριψε τὰς σοβιετικὰς ἀξιώσεις διὰ τὸ καθεστὼς τῶν Στενῶν καὶ ἐδήλωσεν ὅτι θὰ ὑπερασπίσῃ τὴν κυριαρχίαν της. ΚΑΙΡΟΝ, 29.— Αἱ ἀραβικαὶ ἐφημερίδες σχολιάζουν τὰ γεγονότα. ΚΩΝΣΤΑΝΤΙΝΟΥΠΟΛΙΣ, 29.— Ὁ Τοῦρκος ὑπουργὸς τῶν Ἐξωτερικῶν συνηντήθη μετὰ τοῦ Βρεταννοῦ πρέσβεως. [723,906,1215,1092]
headline: ΝΑ ΕΠΙΤΡΑΠΗ Η ΜΕΤΑΝΑΣΤΕΥΣΙΣ ΕΙΣ ΤΟΥΣ ΕΛΛΗΝΑΣ [465,861,697,893]
subheadline: Ο ΠΑΟΙ ΑΡΧΟΣ ΚΡΟΣΣΙ [1018,1602,1166,1619]
section-subhead: ΠΟΙΟΙ ΕΞΑΙΡΟΥΝΤΑΙ [766,372,905,388]
divider [456,1364,1215,1366]
divider [968,1580,1215,1581]
paragraph: Τὸ ὑπουργεῖον τῶν Οἰκονομικῶν ἀπέστειλε χθὲς εἰς ὅλους τοὺς οἰκονομικοὺς ἐφόρους τοῦ Κράτους τὰς ὁδηγίας διὰ τὴν ἐφαρμογὴν τοῦ νέου νόμου περὶ ἐκτάκτου εἰσφορᾶς. Εἰς τὰς ὁδηγίας ὁρίζεται ὅτι ἡ εἰσφορὰ θὰ ἐπιβληθῇ ἐπὶ τῶν εἰσοδημάτων τοῦ ἔτους 1945 καὶ θὰ καταβληθῇ εἰς τρεῖς δόσεις. Ἐξαιροῦνται τῆς εἰσφορᾶς οἱ ἀνάπηροι πολέμου, αἱ χῆραι καὶ τὰ ὀρφανὰ τῶν πεσόντων, καθὼς καὶ οἱ ἔχοντες εἰσόδημα κατώτερον τοῦ ὁριζομένου ὁρίου. Αἱ αἰτήσεις μειώσεως τοῦ φόρου θὰ ὑποβάλλωνται εἰς τὰς οἰκονομικὰς ἐφορίας ἐντὸς προθεσμίας δεκαπέντε ἡμερῶν ἀπὸ τῆς κοινοποιήσεως τοῦ φύλλου ἐλέγχου. [456,251,958,501]
headline: ΑΥΞΑΝΟΝΤΑΙ ΟΛΑ ΤΑ ΕΝΟΙΚΙΑ ΚΑΤΟΙΚΙΩΝ ΑΠΟ ΤΗΣ ΑΥΡΙΟΝ [62,80,417,131]
headline: Η Ε.Λ.Δ. [1066,1214,1123,1230]
paragraph: Κατὰ πληροφορίας ἀπελευθερώθησαν Ἕλληνες αἰχμάλωτοι εἰς τὰ ἐξῆς στρατόπεδα: Μαρία Κλείρη, Κωνσταντῖνος Παπαδάκης, Ρόζα Μάρκου, Κώστας Ἀθηναῖος. [456,1301,705,1352]
article-body [38,200,441,348]
newspaper-page [38,29,1504,2385]
